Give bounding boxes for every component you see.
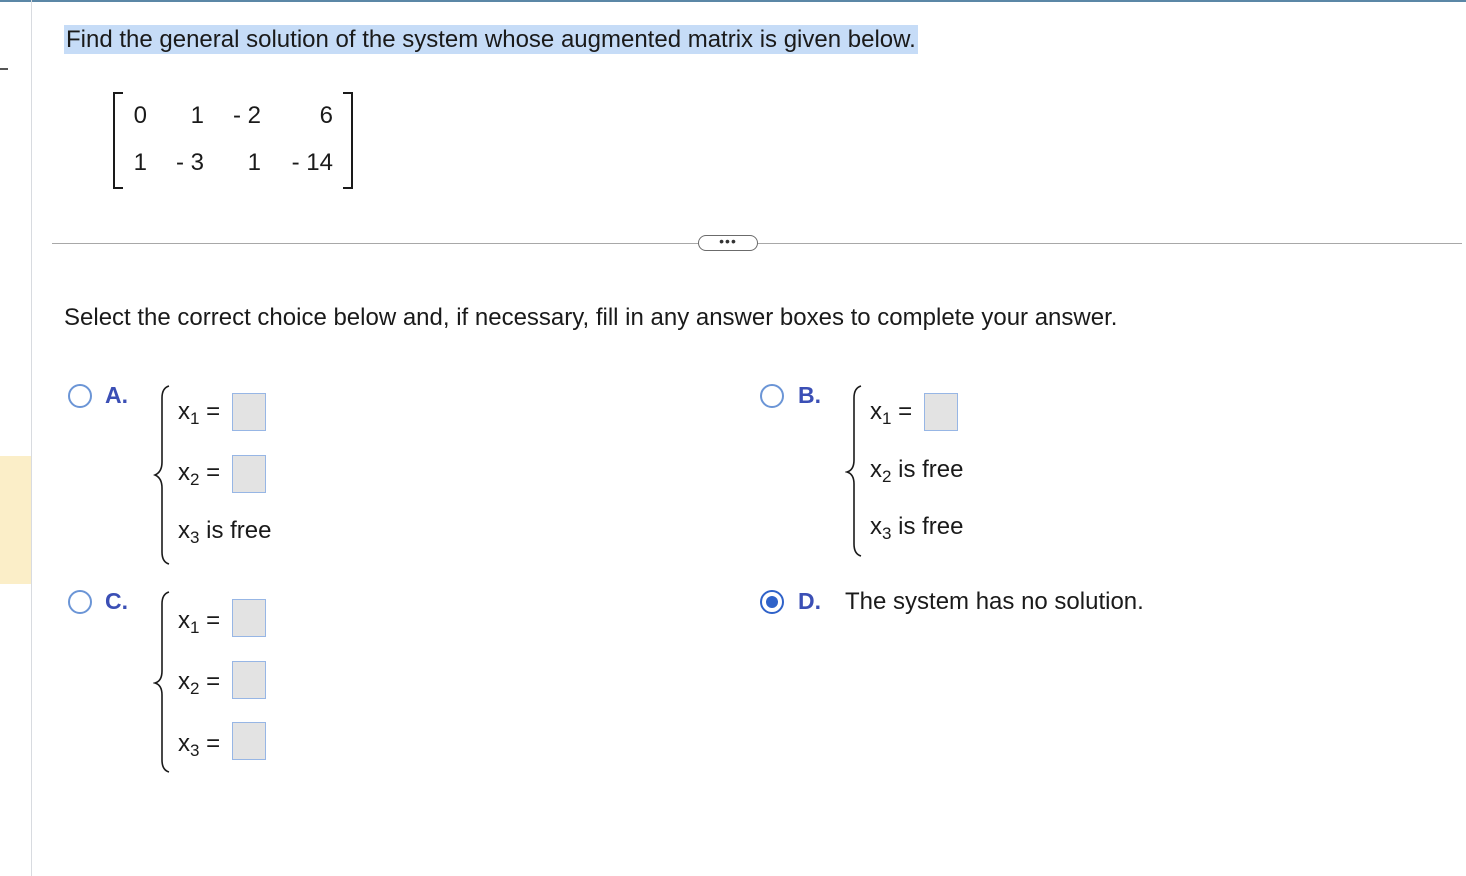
matrix-right-bracket — [343, 92, 353, 189]
choice-b-brace — [845, 384, 863, 558]
matrix-cell: 1 — [247, 149, 261, 176]
instruction-text: Select the correct choice below and, if necessary, fill in any answer boxes to complete your answer. — [64, 304, 1118, 331]
matrix-cell: 1 — [133, 149, 147, 176]
left-dash — [0, 68, 8, 70]
choice-d-text[interactable]: The system has no solution. — [845, 588, 1144, 615]
left-highlight — [0, 456, 31, 584]
choice-c-brace — [153, 590, 171, 774]
choice-b-letter: B. — [798, 382, 821, 408]
matrix-left-bracket — [113, 92, 123, 189]
augmented-matrix — [113, 92, 353, 187]
choice-a-x1-label: $x_1$ = — [178, 398, 221, 428]
choice-c-x3-input[interactable] — [232, 722, 266, 760]
matrix-cell: - 2 — [232, 102, 261, 129]
top-rule — [0, 0, 1466, 2]
choice-c-x1-input[interactable] — [232, 599, 266, 637]
choice-b-x1-input[interactable] — [924, 393, 958, 431]
choice-d-radio[interactable] — [760, 590, 784, 614]
choice-b-radio[interactable] — [760, 384, 784, 408]
left-rule — [31, 0, 32, 876]
choice-a-x2-input[interactable] — [232, 455, 266, 493]
matrix-cell: 0 — [133, 102, 147, 129]
choice-a-brace — [153, 384, 171, 566]
choice-b-x1-label: $x_1$ = — [870, 398, 913, 428]
choice-a-radio[interactable] — [68, 384, 92, 408]
choice-c-x3-label: $x_3$ = — [178, 730, 221, 760]
choice-c-radio[interactable] — [68, 590, 92, 614]
choice-c-x2-label: $x_2$ = — [178, 668, 221, 698]
choice-c-x1-label: $x_1$ = — [178, 607, 221, 637]
matrix-cell: 6 — [319, 102, 333, 129]
question-text: Find the general solution of the system whose augmented matrix is given below. — [66, 26, 916, 53]
more-button[interactable]: ••• — [698, 235, 758, 251]
choice-a-x1-input[interactable] — [232, 393, 266, 431]
choice-a-x3-label: $x_3$ is free — [178, 517, 272, 547]
choice-a-x2-label: $x_2$ = — [178, 459, 221, 489]
choice-b-x3-label: $x_3$ is free — [870, 513, 964, 543]
matrix-cell: - 3 — [175, 149, 204, 176]
choice-c-x2-input[interactable] — [232, 661, 266, 699]
choice-a-letter: A. — [105, 382, 128, 408]
choice-b-x2-label: $x_2$ is free — [870, 456, 964, 486]
choice-d-letter: D. — [798, 588, 821, 614]
choice-c-letter: C. — [105, 588, 128, 614]
matrix-cell: - 14 — [291, 149, 333, 176]
matrix-cell: 1 — [190, 102, 204, 129]
